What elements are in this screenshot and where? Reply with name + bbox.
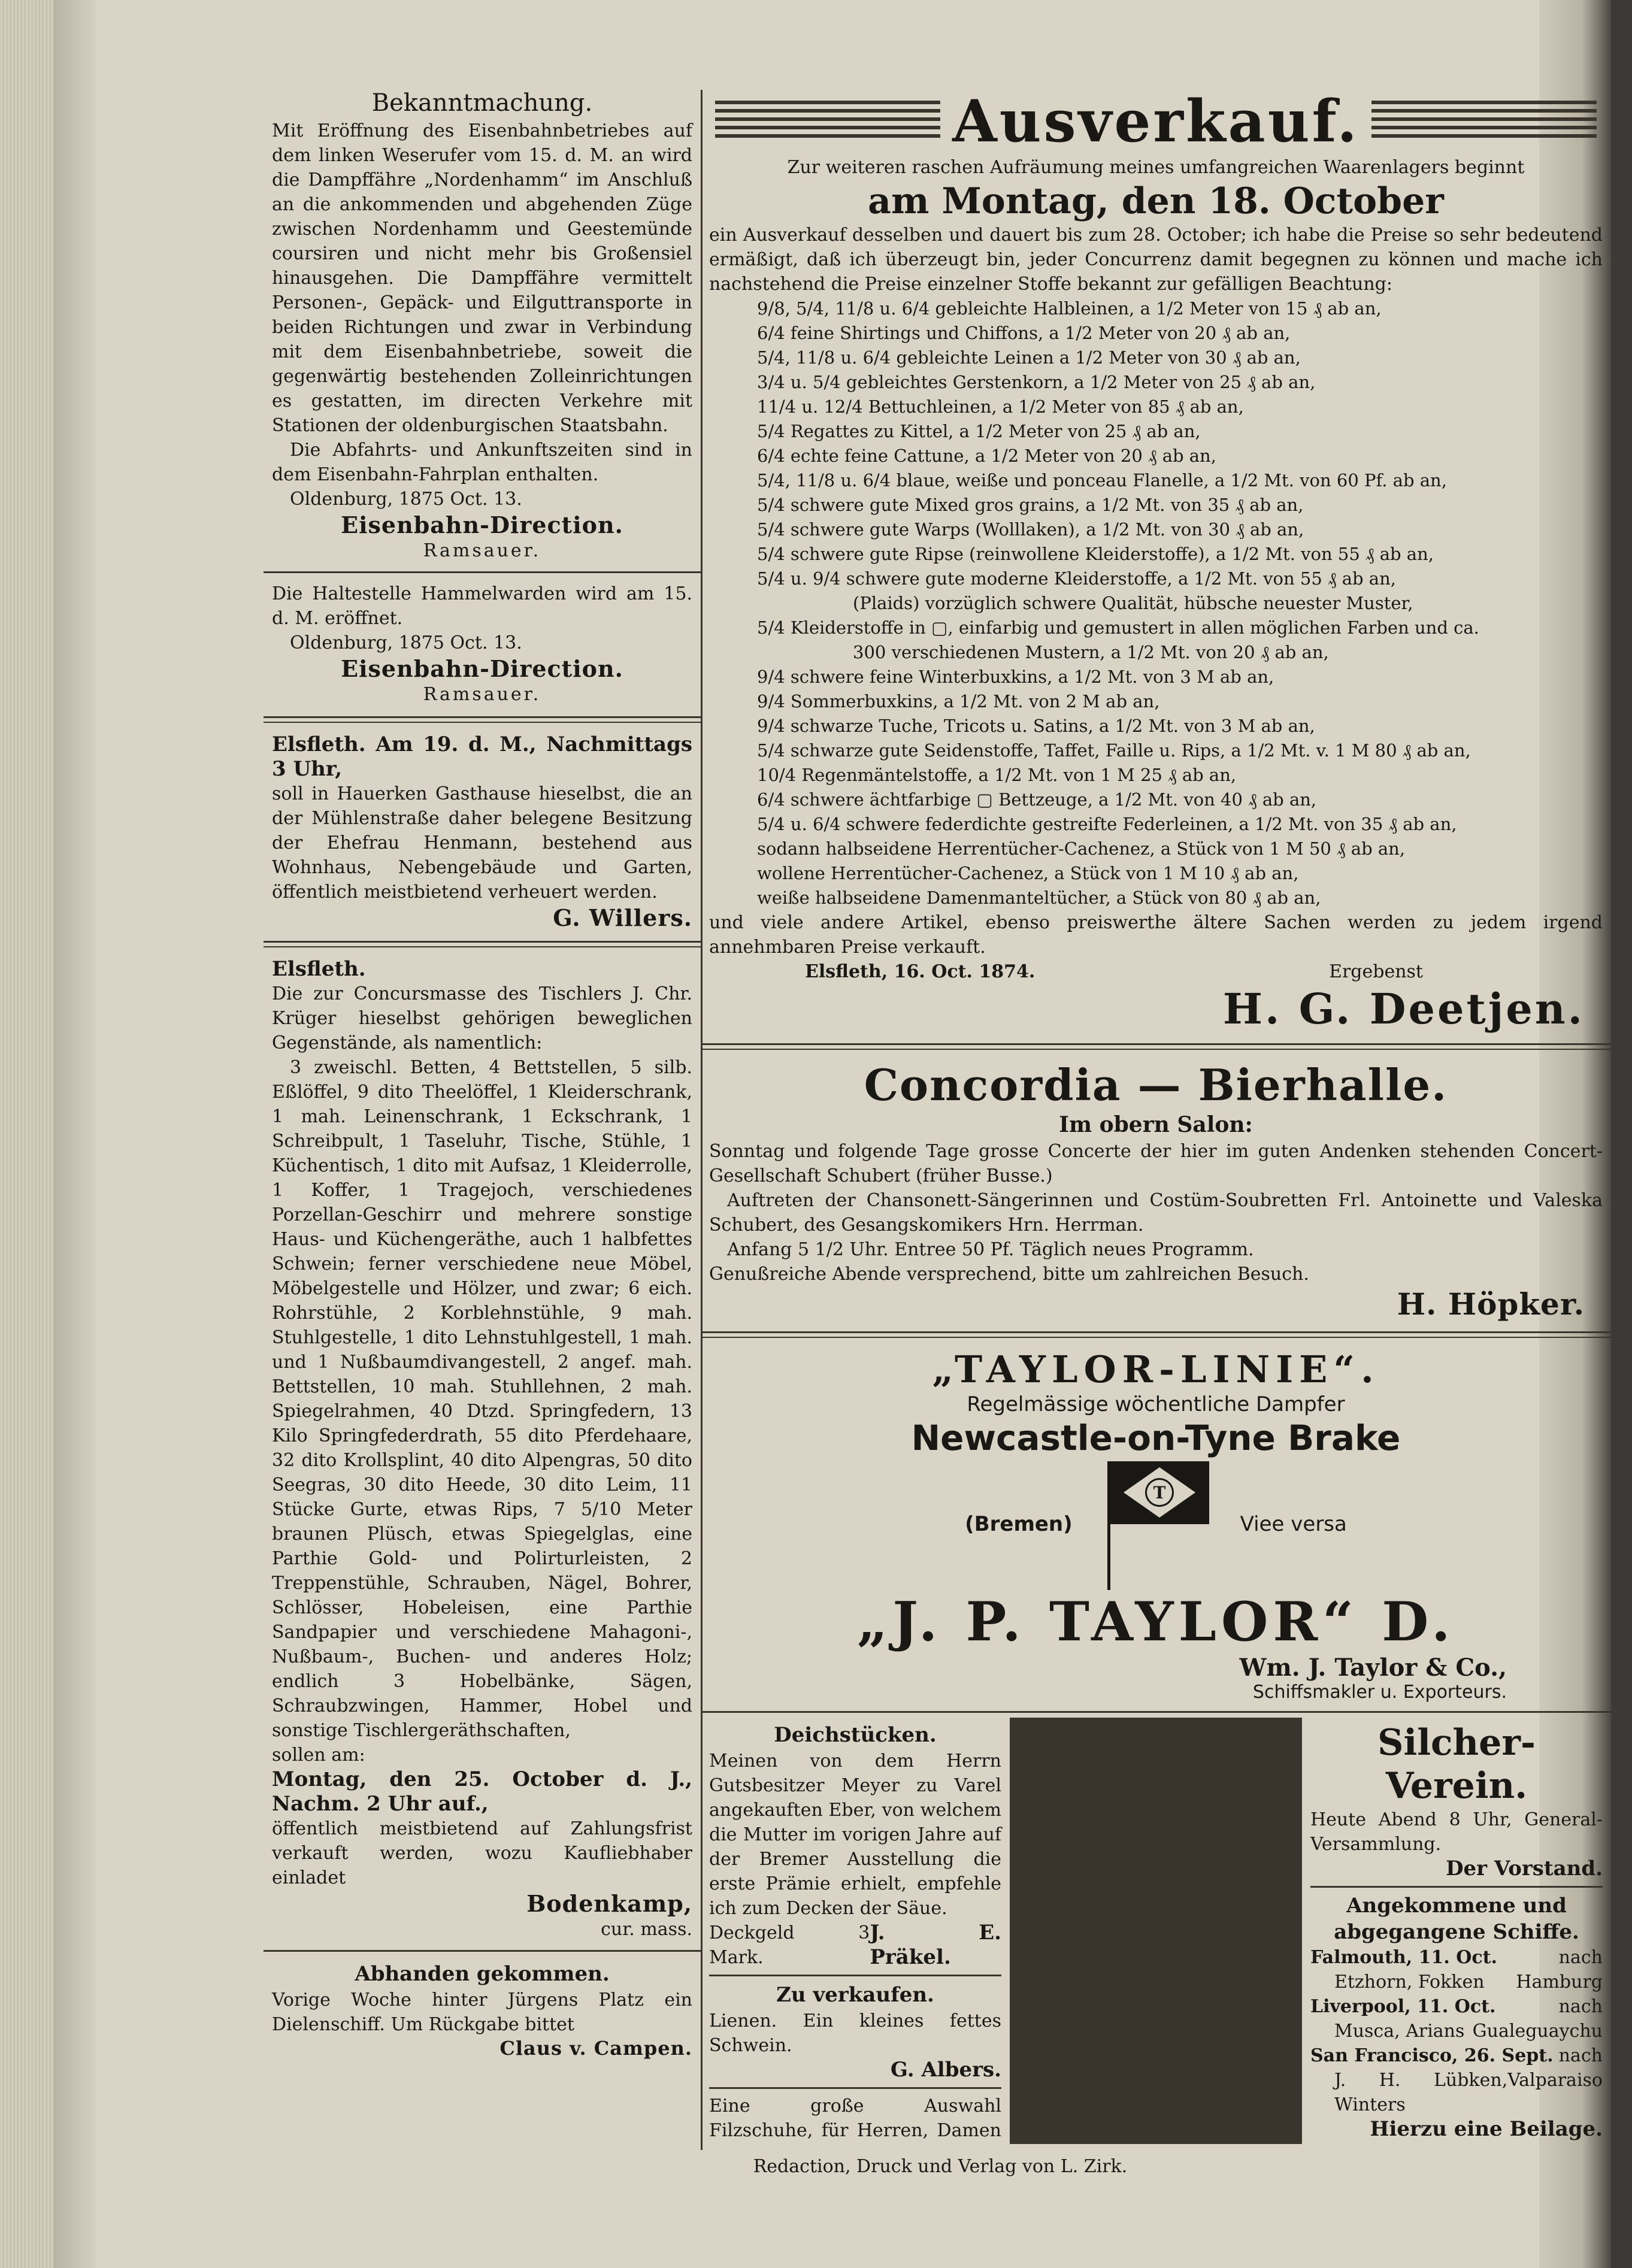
notice-dateline: Oldenburg, 1875 Oct. 13. [290,489,522,510]
right-column [701,84,1611,2144]
price-item: 9/4 schwarze Tuche, Tricots u. Satins, a 1/2 Mt. von 3 M ab an, [757,716,1315,736]
ship-port: San Francisco, 26. Sept. [1310,2045,1554,2066]
separator [264,716,701,723]
lost-body: Vorige Woche hinter Jürgens Platz ein Dielenschiff. Um Rückgabe bittet [272,1990,692,2035]
separator [701,1711,1611,1713]
separator [709,1975,1001,1976]
ships-title: Angekommene und abgegangene Schiffe. [1334,1894,1579,1944]
price-item: 10/4 Regenmäntelstoffe, a 1/2 Mt. von 1 M 25 ₰ ab an, [757,765,1237,785]
elsfleth2-body: Die zur Concursmasse des Tischlers J. Chr. Krüger hieselbst gehörigen beweglichen Gegenstände, als namentlich: [272,983,692,1053]
price-item: 5/4 schwarze gute Seidenstoffe, Taffet, Faille u. Rips, a 1/2 Mt. v. 1 M 80 ₰ ab an, [757,740,1471,761]
deich-fee: Deckgeld 3 Mark. [709,1922,870,1968]
elsfleth2-sollen: sollen am: [272,1745,365,1766]
price-item: 5/4 schwere gute Ripse (reinwollene Kleiderstoffe), a 1/2 Mt. von 55 ₰ ab an, [757,544,1434,564]
taylor-right-label: Viee versa [1240,1512,1347,1536]
ship-dest: nach [1558,1947,1603,1968]
price-item: 300 verschiedenen Mustern, a 1/2 Mt. von 20 ₰ ab an, [853,642,1329,662]
halte-signature: Eisenbahn-Direction. [341,655,623,682]
price-item: weiße halbseidene Damenmanteltücher, a Stück von 80 ₰ ab an, [757,888,1321,908]
ship-dest: nach [1558,2045,1603,2066]
price-item: sodann halbseidene Herrentücher-Cachenez, a Stück von 1 M 50 ₰ ab an, [757,838,1406,859]
notice-body: Mit Eröffnung des Eisenbahnbetriebes auf dem linken Weserufer vom 15. d. M. an wird die Dampffähre „Nordenhamm“ im Anschluß an die ankommenden und abgehenden Züge zwischen Nordenhamm und Geestemünde coursiren und nicht mehr bis Großensiel hinausgehen. Die Dampffähre vermittelt Personen-, Gepäck- und Eilguttransporte in beiden Richtungen und zwar in Verbindung mit dem Eisenbahnbetriebe, soweit die gegenwärtig bestehenden Zolleinrichtungen es gestatten, im directen Verkehre mit Stationen der oldenburgischen Staatsbahn. [272,120,692,436]
concordia-line2: Auftreten der Chansonett-Sängerinnen und Costüm-Soubretten Frl. Antoinette und Valeska Schubert, des Gesangskomikers Hrn. Herrman. [709,1190,1603,1236]
sale-date: am Montag, den 18. October [868,180,1444,222]
price-item: 11/4 u. 12/4 Bettuchleinen, a 1/2 Meter von 85 ₰ ab an, [757,396,1244,417]
separator [701,1043,1611,1050]
notice-body-2: Die Abfahrts- und Ankunftszeiten sind in dem Eisenbahn-Fahrplan enthalten. [272,440,692,485]
concordia-title: Concordia — Bierhalle. [864,1059,1448,1110]
taylor-route: Newcastle-on-Tyne Brake [911,1418,1401,1458]
concordia-line4: Genußreiche Abende versprechend, bitte um zahlreichen Besuch. [709,1264,1309,1285]
imprint-footer: Redaction, Druck und Verlag von L. Zirk. [753,2156,1128,2177]
ship-to: Gualeguaychu [1472,2021,1603,2042]
price-list [709,296,1603,910]
concordia-line1: Sonntag und folgende Tage grosse Concerte der hier im guten Andenken stehenden Concert-Gesellschaft Schubert (früher Busse.) [709,1141,1603,1186]
separator [264,1950,701,1952]
elsfleth2-tail: öffentlich meistbietend auf Zahlungsfrist verkauft werden, wozu Kaufliebhaber einladet [272,1818,692,1888]
concordia-line3: Anfang 5 1/2 Uhr. Entree 50 Pf. Täglich neues Programm. [727,1239,1254,1260]
ad-lost [264,1957,701,2063]
ad-elsfleth-auction [264,729,701,935]
separator [709,2087,1001,2089]
ship-row [1310,2043,1603,2117]
ad-concordia [701,1056,1611,1325]
elsfleth2-signature: Bodenkamp, [526,1890,692,1917]
subcolumn-divider [1010,1718,1302,2144]
elsfleth2-signer: cur. mass. [601,1919,692,1940]
ship-row [1310,1994,1603,2043]
sale-signature-row [709,959,1603,984]
flag-icon [1097,1455,1216,1593]
price-item: (Plaids) vorzüglich schwere Qualität, hübsche neuester Muster, [853,593,1413,613]
silcher-body: Heute Abend 8 Uhr, General-Versammlung. [1310,1809,1603,1855]
ship-name: J. H. Lübken, Winters [1334,2070,1508,2115]
price-item: 5/4 schwere gute Warps (Wolllaken), a 1/2 Mt. von 30 ₰ ab an, [757,519,1304,540]
taylor-left-label: (Bremen) [965,1512,1073,1536]
left-column [264,84,701,2144]
taylor-subtitle: Regelmässige wöchentliche Dampfer [967,1392,1345,1416]
binding-gutter [54,0,96,2268]
bottom-right-subcolumn [1302,1718,1611,2144]
ship-port: Liverpool, 11. Oct. [1310,1996,1496,2017]
sale-dateline: Elsfleth, 16. Oct. 1874. [805,961,1035,982]
sale-body: ein Ausverkauf desselben und dauert bis zum 28. October; ich habe die Preise so sehr bedeutend ermäßigt, daß ich überzeugt bin, jeder Concurrenz damit begegnen zu können und mache ich nachstehend die Preise einzelner Stoffe bekannt zur gefälligen Beachtung: [709,225,1603,295]
price-item: 6/4 feine Shirtings und Chiffons, a 1/2 Meter von 20 ₰ ab an, [757,323,1291,343]
separator [1310,1886,1603,1888]
verkaufen-signature: G. Albers. [890,2058,1001,2082]
lost-signature: Claus v. Campen. [499,2037,692,2060]
ship-to: Hamburg [1516,1972,1603,1993]
deich-signature: J. E. Präkel. [870,1921,1001,1969]
silcher-signature: Der Vorstand. [1446,1857,1603,1881]
sale-ergebenst: Ergebenst [1329,961,1423,982]
price-item: 3/4 u. 5/4 gebleichtes Gerstenkorn, a 1/2 Meter von 25 ₰ ab an, [757,372,1316,392]
taylor-company: Wm. J. Taylor & Co., [1239,1654,1507,1682]
separator [264,941,701,947]
separator [701,1331,1611,1338]
ad-taylor-linie [701,1344,1611,1706]
price-item: 5/4 Kleiderstoffe in ▢, einfarbig und gemustert in allen möglichen Farben und ca. [757,617,1479,638]
page-edge-left [0,0,54,2268]
beilage-note: Hierzu eine Beilage. [1370,2117,1603,2141]
elsfleth2-lead: Elsfleth. [272,957,366,981]
notice-haltestelle [264,578,701,710]
price-item: 5/4 Regattes zu Kittel, a 1/2 Meter von 25 ₰ ab an, [757,421,1201,441]
elsfleth1-body: soll in Hauerken Gasthause hieselbst, die an der Mühlenstraße daher belegene Besitzung der Ehefrau Henmann, bestehend aus Wohnhaus, Nebengebäude und Garten, öffentlich meistbietend verheuert werden. [272,783,692,903]
price-item: 9/4 Sommerbuxkins, a 1/2 Mt. von 2 M ab an, [757,691,1160,711]
sale-intro: Zur weiteren raschen Aufräumung meines umfangreichen Waarenlagers beginnt [787,157,1525,178]
bottom-two-columns [701,1718,1611,2144]
decorative-stripes-left [715,101,940,143]
ad-concursmasse [264,953,701,1945]
price-item: 9/4 schwere feine Winterbuxkins, a 1/2 Mt. von 3 M ab an, [757,667,1274,687]
notice-signer: Ramsauer. [423,540,541,561]
price-item: 5/4 schwere gute Mixed gros grains, a 1/2 Mt. von 35 ₰ ab an, [757,495,1304,515]
deich-title: Deichstücken. [774,1723,937,1747]
price-item: 6/4 schwere ächtfarbige ▢ Bettzeuge, a 1/2 Mt. von 40 ₰ ab an, [757,789,1317,810]
price-item: 5/4 u. 9/4 schwere gute moderne Kleiderstoffe, a 1/2 Mt. von 55 ₰ ab an, [757,568,1396,589]
silcher-title: Silcher-Verein. [1377,1722,1536,1807]
elsfleth1-lead: Elsfleth. Am 19. d. M., Nachmittags 3 Uhr, [272,732,692,781]
elsfleth2-date: Montag, den 25. October d. J., Nachm. 2 Uhr auf., [272,1767,692,1816]
lost-title: Abhanden gekommen. [355,1962,610,1986]
ausverkauf-header [709,87,1603,155]
taylor-company-desc: Schiffsmakler u. Exporteurs. [1252,1682,1507,1703]
elsfleth1-signature: G. Willers. [553,904,692,931]
taylor-title: „TAYLOR-LINIE“. [932,1348,1380,1391]
verkaufen-body: Lienen. Ein kleines fettes Schwein. [709,2010,1001,2056]
price-item: 9/8, 5/4, 11/8 u. 6/4 gebleichte Halbleinen, a 1/2 Meter von 15 ₰ ab an, [757,298,1382,319]
price-item: 5/4, 11/8 u. 6/4 blaue, weiße und ponceau Flanelle, a 1/2 Mt. von 60 Pf. ab an, [757,470,1447,490]
halte-body: Die Haltestelle Hammelwarden wird am 15. d. M. eröffnet. [272,583,692,629]
ship-name: Musca, Arians [1334,2021,1465,2042]
price-item: 5/4, 11/8 u. 6/4 gebleichte Leinen a 1/2 Meter von 30 ₰ ab an, [757,347,1301,368]
ship-row [1310,1945,1603,1994]
elsfleth2-list: 3 zweischl. Betten, 4 Bettstellen, 5 silb. Eßlöffel, 9 dito Theelöffel, 1 Kleiderschrank, 1 mah. Leinenschrank, 1 Eckschrank, 1 Schreibpult, 1 Taseluhr, Tische, Stühle, 1 Küchentisch, 1 dito mit Aufsaz, 1 Kleiderrolle, 1 Koffer, 1 Tragejoch, verschiedenes Porzellan-Geschirr und mehrere sonstige Haus- und Küchengeräthe, auch 1 halbfettes Schwein; ferner verschiedene neue Möbel, Möbelgestelle und Hölzer, und zwar; 6 eich. Rohrstühle, 2 Korblehnstühle, 9 mah. Stuhlgestelle, 1 dito Lehnstuhlgestell, 1 mah. und 1 Nußbaumdivangestell, 2 angef. mah. Bettstellen, 10 mah. Stuhllehnen, 2 mah. Spiegelrahmen, 40 Dtzd. Springfedern, 13 Kilo Springfederdrath, 55 dito Pferdehaare, 32 dito Krollsplint, 40 dito Alpengras, 50 dito Seegras, 30 dito Heede, 30 dito Leim, 11 Stücke Gurte, etwas Rips, 7 5/10 Meter braunen Plüsch, etwas Spiegelglas, eine Parthie Gold- und Polirturleisten, 2 Treppenstühle, Schrauben, Nägel, Bohrer, Schlösser, Hobeleisen, eine Parthie Sandpapier und verschiedene Mahagoni-, Nußbaum-, Buchen- und anderes Holz; endlich 3 Hobelbänke, Sägen, Schraubzwingen, Hammer, Hobel und sonstige Tischlergeräthschaften, [272,1057,692,1741]
notice-bekanntmachung [264,84,701,567]
deich-footer-row [709,1921,1001,1970]
halte-signer: Ramsauer. [423,684,541,705]
filz-body: Eine große Auswahl Filzschuhe, für Herren, Damen [709,2096,1001,2141]
ad-ausverkauf [701,84,1611,1037]
verkaufen-title: Zu verkaufen. [776,1983,934,2007]
bottom-left-subcolumn [701,1718,1010,2144]
flag-letter: T [1153,1483,1166,1503]
price-item: 6/4 echte feine Cattune, a 1/2 Meter von 20 ₰ ab an, [757,446,1216,466]
concordia-subtitle: Im obern Salon: [1059,1112,1253,1137]
separator [264,571,701,573]
concordia-signature: H. Höpker. [1397,1286,1585,1322]
sale-signature: H. G. Deetjen. [1222,984,1585,1034]
ship-to: Valparaiso [1507,2070,1603,2091]
ausverkauf-title: Ausverkauf. [952,87,1360,155]
price-item: wollene Herrentücher-Cachenez, a Stück von 1 M 10 ₰ ab an, [757,863,1299,883]
notice-title: Bekanntmachung. [371,89,593,117]
ship-name: Etzhorn, Fokken [1334,1972,1485,1993]
halte-dateline: Oldenburg, 1875 Oct. 13. [290,632,522,653]
taylor-ship: „J. P. TAYLOR“ D. [856,1590,1455,1654]
notice-signature: Eisenbahn-Direction. [341,511,623,538]
ship-port: Falmouth, 11. Oct. [1310,1947,1497,1968]
ship-dest: nach [1558,1996,1603,2017]
price-item: 5/4 u. 6/4 schwere federdichte gestreifte Federleinen, a 1/2 Mt. von 35 ₰ ab an, [757,814,1457,834]
deich-body: Meinen von dem Herrn Gutsbesitzer Meyer zu Varel angekauften Eber, von welchem die Mutter im vorigen Jahre auf der Bremer Ausstellung die erste Prämie erhielt, empfehle ich zum Decken der Säue. [709,1751,1001,1919]
decorative-stripes-right [1371,101,1597,143]
sale-tail: und viele andere Artikel, ebenso preiswerthe ältere Sachen werden zu jedem irgend annehmbaren Preise verkauft. [709,912,1603,958]
taylor-flag-row [709,1458,1603,1590]
